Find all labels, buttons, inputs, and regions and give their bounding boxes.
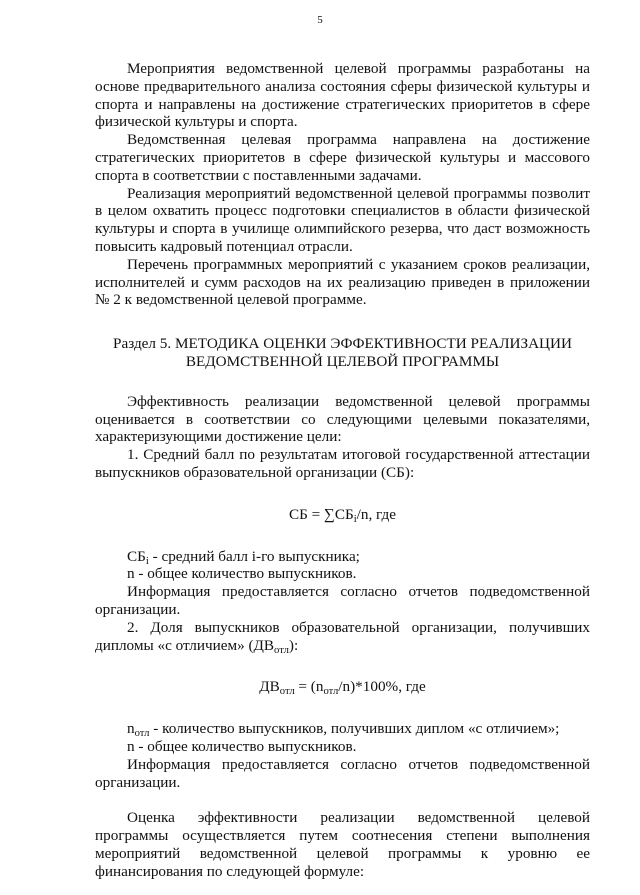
legend-item (95, 720, 590, 738)
formula-dv-part: /n)*100%, где (338, 678, 426, 696)
formula-sb-rhs: /n, где (356, 505, 396, 523)
indicator2-title-end: ): (288, 636, 299, 654)
legend-symbol: СБ (127, 547, 146, 565)
paragraph: Реализация мероприятий ведомственной целевой программы позволит в целом охватить процесс подготовки специалистов в области физической культуры и спорта в училище олимпийского резерва, что даст возможность повысить кадровый потенциал отрасли. (95, 184, 590, 255)
formula-dv-part: ДВ (259, 678, 280, 696)
formula-dv-sub: отл (279, 686, 295, 698)
paragraph: Перечень программных мероприятий с указанием сроков реализации, исполнителей и сумм расходов на их реализацию приведен в приложении № 2 к ведомственной целевой программе. (95, 255, 590, 309)
legend-item (95, 738, 590, 756)
info-paragraph: Информация предоставляется согласно отчетов подведомственной организации. (95, 755, 590, 791)
legend-item (95, 565, 590, 583)
page-number: 5 (317, 14, 323, 26)
legend-symbol: n (127, 737, 135, 755)
indicator2-title (95, 619, 590, 655)
legend-text: - общее количество выпускников. (134, 737, 357, 755)
info-paragraph: Информация предоставляется согласно отчетов подведомственной организации. (95, 583, 590, 618)
paragraph: Ведомственная целевая программа направлена на достижение стратегических приоритетов в сфере физической культуры и массового спорта в соответствии с поставленными задачами. (95, 131, 590, 184)
indicator2-title-text: 2. Доля выпускников образовательной организации, получивших дипломы «с отличием» (ДВ (95, 618, 590, 654)
formula-dv (95, 678, 590, 696)
formula-dv-part: = (n (294, 678, 324, 696)
indicator1-title: 1. Средний балл по результатам итоговой государственной аттестации выпускников образовательной организации (СБ): (95, 446, 590, 481)
formula-sb-lhs: СБ = ∑СБ (288, 505, 354, 523)
legend-symbol-sub: отл (134, 728, 150, 740)
legend-text: - средний балл i-го выпускника; (148, 547, 360, 565)
closing-paragraph: Оценка эффективности реализации ведомственной целевой программы осуществляется путем соотнесения степени выполнения мероприятий ведомственной целевой программы к уровню ее финансирования по следующей формуле: (95, 809, 590, 880)
document-body (95, 60, 590, 880)
section-heading (95, 335, 590, 371)
legend-item (95, 548, 590, 566)
intro-paragraph: Эффективность реализации ведомственной целевой программы оценивается в соответствии со следующими целевыми показателями, характеризующими достижение цели: (95, 392, 590, 446)
section-heading-line2: ВЕДОМСТВЕННОЙ ЦЕЛЕВОЙ ПРОГРАММЫ (185, 352, 500, 370)
legend-symbol: n (127, 565, 135, 583)
legend-symbol-sub: i (145, 555, 149, 567)
legend-text: - количество выпускников, получивших диплом «с отличием»; (149, 720, 560, 738)
legend-text: - общее количество выпускников. (134, 565, 357, 583)
formula-sb (95, 506, 590, 524)
formula-dv-sub: отл (323, 686, 339, 698)
formula-sb-sub: i (353, 513, 357, 525)
section-heading-line1: Раздел 5. МЕТОДИКА ОЦЕНКИ ЭФФЕКТИВНОСТИ РЕАЛИЗАЦИИ (113, 335, 572, 353)
paragraph: Мероприятия ведомственной целевой программы разработаны на основе предварительного анализа состояния сферы физической культуры и спорта и направлены на достижение стратегических приоритетов в сфере физической культуры и спорта. (95, 60, 590, 131)
legend-symbol: n (127, 720, 135, 738)
indicator2-title-sub: отл (274, 644, 289, 656)
